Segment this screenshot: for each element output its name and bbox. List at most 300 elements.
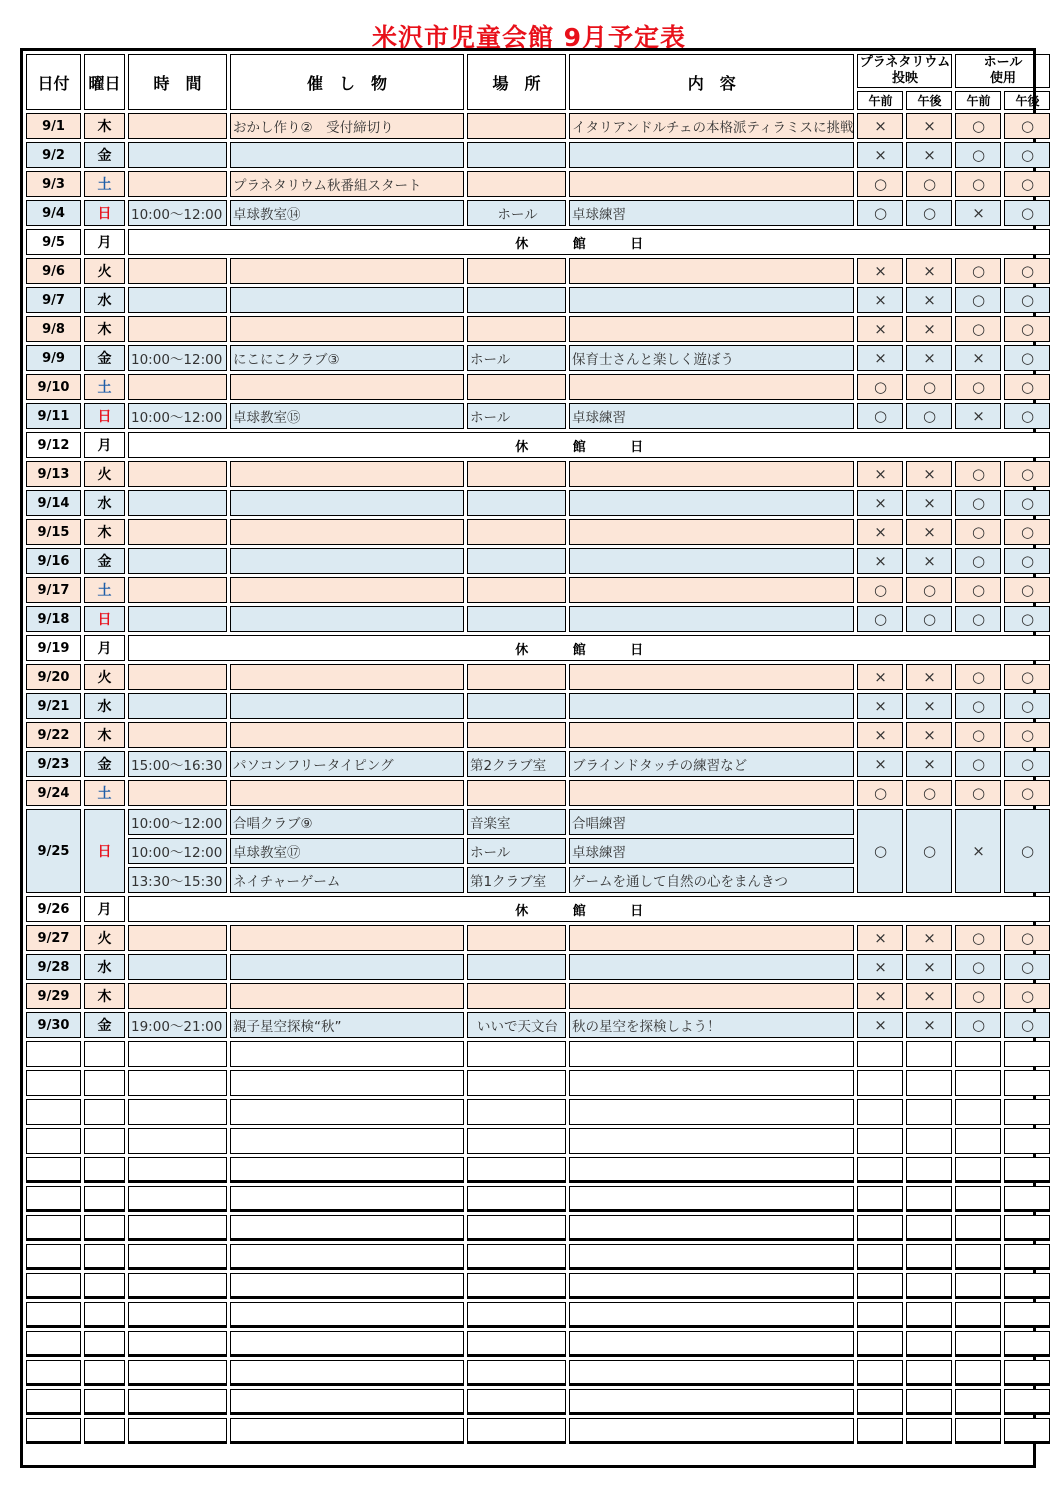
weekday-cell: 木: [84, 983, 125, 1009]
date-cell: 9/29: [26, 983, 81, 1009]
time-cell: 10:00～12:00: [128, 345, 227, 371]
date-cell: 9/21: [26, 693, 81, 719]
empty-cell: [569, 1186, 854, 1212]
availability-cell: ×: [906, 983, 952, 1009]
date-cell: 9/18: [26, 606, 81, 632]
empty-cell: [467, 1099, 566, 1125]
availability-cell: ○: [955, 316, 1001, 342]
table-row: [26, 142, 1050, 168]
place-cell: ホール: [467, 200, 566, 226]
content-cell: [569, 287, 854, 313]
empty-row: [26, 1244, 1050, 1270]
empty-cell: [467, 1360, 566, 1386]
place-cell: [467, 142, 566, 168]
empty-row: [26, 1360, 1050, 1386]
place-cell: [467, 722, 566, 748]
header-content: 内 容: [569, 54, 854, 110]
empty-cell: [467, 1331, 566, 1357]
weekday-cell: 日: [84, 809, 125, 893]
empty-cell: [1004, 1302, 1050, 1328]
empty-cell: [128, 1389, 227, 1415]
header-hall: ホール 使用: [955, 54, 1050, 88]
empty-cell: [230, 1157, 464, 1183]
event-cell: [230, 780, 464, 806]
empty-cell: [1004, 1099, 1050, 1125]
availability-cell: ×: [906, 722, 952, 748]
availability-cell: ×: [906, 954, 952, 980]
time-cell: [128, 461, 227, 487]
empty-cell: [467, 1215, 566, 1241]
event-cell: 合唱クラブ⑨: [230, 809, 464, 835]
empty-cell: [84, 1070, 125, 1096]
empty-cell: [955, 1331, 1001, 1357]
place-cell: [467, 171, 566, 197]
empty-cell: [1004, 1070, 1050, 1096]
place-cell: [467, 664, 566, 690]
table-row: [26, 751, 1050, 777]
weekday-cell: 土: [84, 374, 125, 400]
table-row: [26, 577, 1050, 603]
availability-cell: ○: [955, 954, 1001, 980]
empty-cell: [955, 1157, 1001, 1183]
empty-cell: [955, 1418, 1001, 1444]
date-cell: 9/22: [26, 722, 81, 748]
empty-cell: [569, 1215, 854, 1241]
table-row: [26, 374, 1050, 400]
table-row-closed: [26, 432, 1050, 458]
availability-cell: ×: [857, 461, 903, 487]
availability-cell: ×: [955, 200, 1001, 226]
place-cell: [467, 461, 566, 487]
availability-cell: ○: [857, 200, 903, 226]
empty-cell: [230, 1360, 464, 1386]
availability-cell: ×: [906, 316, 952, 342]
table-row-closed: [26, 229, 1050, 255]
empty-cell: [467, 1244, 566, 1270]
table-row: [26, 693, 1050, 719]
empty-cell: [906, 1273, 952, 1299]
empty-row: [26, 1099, 1050, 1125]
time-cell: 10:00～12:00: [128, 200, 227, 226]
availability-cell: ○: [955, 113, 1001, 139]
empty-cell: [84, 1389, 125, 1415]
empty-cell: [569, 1070, 854, 1096]
table-row: [26, 606, 1050, 632]
time-cell: 13:30～15:30: [128, 867, 227, 893]
empty-cell: [467, 1157, 566, 1183]
place-cell: [467, 519, 566, 545]
weekday-cell: 木: [84, 113, 125, 139]
empty-cell: [569, 1128, 854, 1154]
empty-cell: [128, 1070, 227, 1096]
availability-cell: ○: [955, 664, 1001, 690]
content-cell: 卓球練習: [569, 838, 854, 864]
date-cell: 9/1: [26, 113, 81, 139]
availability-cell: ○: [955, 577, 1001, 603]
empty-cell: [857, 1215, 903, 1241]
availability-cell: ○: [857, 780, 903, 806]
date-cell: 9/10: [26, 374, 81, 400]
event-cell: にこにこクラブ③: [230, 345, 464, 371]
event-cell: [230, 693, 464, 719]
table-row: [26, 722, 1050, 748]
header-planetarium: プラネタリウム 投映: [857, 54, 952, 88]
header-planetarium-pm: 午後: [906, 91, 952, 110]
empty-cell: [84, 1302, 125, 1328]
availability-cell: ○: [1004, 925, 1050, 951]
empty-cell: [128, 1099, 227, 1125]
availability-cell: ○: [955, 722, 1001, 748]
availability-cell: ×: [906, 925, 952, 951]
availability-cell: ○: [955, 780, 1001, 806]
weekday-cell: 月: [84, 432, 125, 458]
event-cell: [230, 519, 464, 545]
content-cell: [569, 925, 854, 951]
availability-cell: ○: [955, 519, 1001, 545]
availability-cell: ○: [1004, 954, 1050, 980]
place-cell: ホール: [467, 345, 566, 371]
table-row: [26, 345, 1050, 371]
availability-cell: ×: [906, 548, 952, 574]
empty-cell: [1004, 1389, 1050, 1415]
empty-cell: [26, 1070, 81, 1096]
availability-cell: ×: [906, 345, 952, 371]
weekday-cell: 火: [84, 461, 125, 487]
availability-cell: ○: [955, 693, 1001, 719]
availability-cell: ×: [906, 287, 952, 313]
place-cell: 第1クラブ室: [467, 867, 566, 893]
closed-day-label: 休 館 日: [128, 635, 1050, 661]
availability-cell: ○: [1004, 519, 1050, 545]
empty-cell: [857, 1389, 903, 1415]
empty-cell: [26, 1041, 81, 1067]
content-cell: 保育士さんと楽しく遊ぼう: [569, 345, 854, 371]
empty-cell: [26, 1244, 81, 1270]
header-weekday: 曜日: [84, 54, 125, 110]
weekday-cell: 火: [84, 258, 125, 284]
availability-cell: ○: [1004, 606, 1050, 632]
table-row: [26, 548, 1050, 574]
empty-cell: [467, 1302, 566, 1328]
empty-cell: [955, 1041, 1001, 1067]
content-cell: [569, 983, 854, 1009]
empty-cell: [84, 1273, 125, 1299]
empty-cell: [230, 1418, 464, 1444]
empty-cell: [857, 1157, 903, 1183]
time-cell: [128, 693, 227, 719]
time-cell: [128, 113, 227, 139]
availability-cell: ○: [955, 171, 1001, 197]
weekday-cell: 火: [84, 925, 125, 951]
empty-cell: [906, 1186, 952, 1212]
header-planetarium-am: 午前: [857, 91, 903, 110]
weekday-cell: 金: [84, 751, 125, 777]
empty-cell: [1004, 1418, 1050, 1444]
date-cell: 9/4: [26, 200, 81, 226]
availability-cell: ×: [857, 1012, 903, 1038]
empty-row: [26, 1331, 1050, 1357]
date-cell: 9/2: [26, 142, 81, 168]
empty-cell: [230, 1389, 464, 1415]
empty-row: [26, 1389, 1050, 1415]
empty-cell: [857, 1070, 903, 1096]
content-cell: [569, 142, 854, 168]
content-cell: [569, 316, 854, 342]
availability-cell: ×: [857, 142, 903, 168]
empty-cell: [26, 1186, 81, 1212]
availability-cell: ○: [1004, 316, 1050, 342]
place-cell: [467, 954, 566, 980]
place-cell: [467, 606, 566, 632]
event-cell: 親子星空探検“秋”: [230, 1012, 464, 1038]
place-cell: ホール: [467, 838, 566, 864]
time-cell: 10:00～12:00: [128, 809, 227, 835]
empty-cell: [955, 1360, 1001, 1386]
availability-cell: ○: [1004, 403, 1050, 429]
content-cell: [569, 490, 854, 516]
header-place: 場 所: [467, 54, 566, 110]
empty-cell: [569, 1273, 854, 1299]
availability-cell: ○: [857, 606, 903, 632]
event-cell: [230, 664, 464, 690]
empty-cell: [569, 1389, 854, 1415]
content-cell: [569, 954, 854, 980]
empty-cell: [955, 1215, 1001, 1241]
table-row: [26, 461, 1050, 487]
availability-cell: ×: [955, 809, 1001, 893]
empty-cell: [569, 1302, 854, 1328]
weekday-cell: 土: [84, 780, 125, 806]
page-title: 米沢市児童会館 9月予定表: [371, 23, 687, 52]
empty-cell: [84, 1215, 125, 1241]
place-cell: [467, 113, 566, 139]
place-cell: [467, 983, 566, 1009]
availability-cell: ○: [1004, 171, 1050, 197]
availability-cell: ○: [1004, 345, 1050, 371]
availability-cell: ○: [1004, 1012, 1050, 1038]
content-cell: 合唱練習: [569, 809, 854, 835]
availability-cell: ○: [1004, 258, 1050, 284]
weekday-cell: 月: [84, 229, 125, 255]
closed-day-label: 休 館 日: [128, 229, 1050, 255]
empty-cell: [906, 1041, 952, 1067]
empty-cell: [128, 1273, 227, 1299]
empty-cell: [84, 1157, 125, 1183]
empty-cell: [230, 1128, 464, 1154]
time-cell: [128, 954, 227, 980]
place-cell: 第2クラブ室: [467, 751, 566, 777]
empty-cell: [857, 1331, 903, 1357]
availability-cell: ×: [955, 403, 1001, 429]
place-cell: [467, 374, 566, 400]
place-cell: [467, 548, 566, 574]
availability-cell: ×: [857, 490, 903, 516]
empty-cell: [230, 1273, 464, 1299]
empty-cell: [128, 1186, 227, 1212]
empty-cell: [26, 1157, 81, 1183]
empty-row: [26, 1273, 1050, 1299]
empty-cell: [26, 1215, 81, 1241]
availability-cell: ○: [955, 606, 1001, 632]
empty-cell: [84, 1041, 125, 1067]
empty-row: [26, 1302, 1050, 1328]
availability-cell: ○: [906, 374, 952, 400]
availability-cell: ○: [906, 606, 952, 632]
empty-cell: [569, 1244, 854, 1270]
event-cell: [230, 722, 464, 748]
date-cell: 9/13: [26, 461, 81, 487]
empty-cell: [230, 1331, 464, 1357]
availability-cell: ○: [1004, 548, 1050, 574]
empty-cell: [128, 1215, 227, 1241]
date-cell: 9/20: [26, 664, 81, 690]
event-cell: [230, 925, 464, 951]
weekday-cell: 日: [84, 200, 125, 226]
date-cell: 9/6: [26, 258, 81, 284]
empty-cell: [857, 1302, 903, 1328]
content-cell: ゲームを通して自然の心をまんきつ: [569, 867, 854, 893]
event-cell: [230, 374, 464, 400]
availability-cell: ○: [1004, 461, 1050, 487]
event-cell: ネイチャーゲーム: [230, 867, 464, 893]
event-cell: 卓球教室⑮: [230, 403, 464, 429]
time-cell: [128, 171, 227, 197]
event-cell: [230, 606, 464, 632]
date-cell: 9/8: [26, 316, 81, 342]
availability-cell: ○: [1004, 200, 1050, 226]
date-cell: 9/24: [26, 780, 81, 806]
content-cell: [569, 171, 854, 197]
closed-day-label: 休 館 日: [128, 432, 1050, 458]
weekday-cell: 木: [84, 316, 125, 342]
date-cell: 9/16: [26, 548, 81, 574]
table-row: [26, 780, 1050, 806]
weekday-cell: 水: [84, 490, 125, 516]
empty-cell: [569, 1418, 854, 1444]
empty-cell: [906, 1070, 952, 1096]
availability-cell: ○: [1004, 490, 1050, 516]
empty-cell: [857, 1418, 903, 1444]
availability-cell: ×: [857, 258, 903, 284]
weekday-cell: 日: [84, 403, 125, 429]
content-cell: 秋の星空を探検しよう！: [569, 1012, 854, 1038]
event-cell: プラネタリウム秋番組スタート: [230, 171, 464, 197]
header-hall-pm: 午後: [1004, 91, 1050, 110]
place-cell: 音楽室: [467, 809, 566, 835]
availability-cell: ×: [857, 693, 903, 719]
time-cell: [128, 983, 227, 1009]
empty-cell: [26, 1360, 81, 1386]
empty-cell: [128, 1244, 227, 1270]
availability-cell: ×: [857, 664, 903, 690]
empty-cell: [467, 1070, 566, 1096]
content-cell: [569, 258, 854, 284]
header-date: 日付: [26, 54, 81, 110]
empty-row: [26, 1186, 1050, 1212]
content-cell: [569, 519, 854, 545]
availability-cell: ×: [857, 954, 903, 980]
empty-cell: [26, 1331, 81, 1357]
availability-cell: ○: [1004, 287, 1050, 313]
weekday-cell: 月: [84, 896, 125, 922]
empty-cell: [569, 1157, 854, 1183]
availability-cell: ○: [906, 809, 952, 893]
empty-row: [26, 1070, 1050, 1096]
content-cell: 卓球練習: [569, 403, 854, 429]
availability-cell: ×: [906, 693, 952, 719]
empty-row: [26, 1215, 1050, 1241]
event-cell: [230, 577, 464, 603]
date-cell: 9/19: [26, 635, 81, 661]
availability-cell: ○: [906, 200, 952, 226]
empty-cell: [1004, 1041, 1050, 1067]
empty-cell: [467, 1418, 566, 1444]
empty-cell: [955, 1099, 1001, 1125]
availability-cell: ×: [906, 113, 952, 139]
header-time: 時 間: [128, 54, 227, 110]
empty-cell: [230, 1099, 464, 1125]
empty-cell: [955, 1273, 1001, 1299]
content-cell: ブラインドタッチの練習など: [569, 751, 854, 777]
availability-cell: ○: [857, 374, 903, 400]
empty-cell: [84, 1128, 125, 1154]
content-cell: [569, 606, 854, 632]
availability-cell: ×: [857, 983, 903, 1009]
content-cell: [569, 577, 854, 603]
content-cell: [569, 780, 854, 806]
empty-cell: [955, 1186, 1001, 1212]
empty-cell: [26, 1099, 81, 1125]
empty-cell: [84, 1331, 125, 1357]
availability-cell: ×: [906, 519, 952, 545]
place-cell: [467, 316, 566, 342]
time-cell: 19:00～21:00: [128, 1012, 227, 1038]
table-row: [26, 1012, 1050, 1038]
empty-cell: [84, 1418, 125, 1444]
date-cell: 9/15: [26, 519, 81, 545]
event-cell: [230, 287, 464, 313]
table-row: [26, 519, 1050, 545]
availability-cell: ×: [857, 287, 903, 313]
empty-cell: [857, 1244, 903, 1270]
weekday-cell: 月: [84, 635, 125, 661]
empty-cell: [906, 1418, 952, 1444]
empty-cell: [230, 1215, 464, 1241]
content-cell: [569, 548, 854, 574]
availability-cell: ○: [955, 142, 1001, 168]
empty-cell: [1004, 1186, 1050, 1212]
availability-cell: ○: [955, 374, 1001, 400]
empty-cell: [955, 1302, 1001, 1328]
empty-cell: [569, 1099, 854, 1125]
empty-cell: [84, 1244, 125, 1270]
availability-cell: ○: [1004, 142, 1050, 168]
availability-cell: ×: [906, 664, 952, 690]
empty-cell: [230, 1302, 464, 1328]
table-row: [26, 664, 1050, 690]
weekday-cell: 木: [84, 722, 125, 748]
time-cell: [128, 142, 227, 168]
availability-cell: ×: [906, 142, 952, 168]
event-cell: [230, 548, 464, 574]
availability-cell: ×: [906, 258, 952, 284]
empty-row: [26, 1128, 1050, 1154]
time-cell: [128, 548, 227, 574]
availability-cell: ○: [906, 403, 952, 429]
empty-cell: [955, 1070, 1001, 1096]
empty-cell: [906, 1331, 952, 1357]
empty-cell: [906, 1389, 952, 1415]
